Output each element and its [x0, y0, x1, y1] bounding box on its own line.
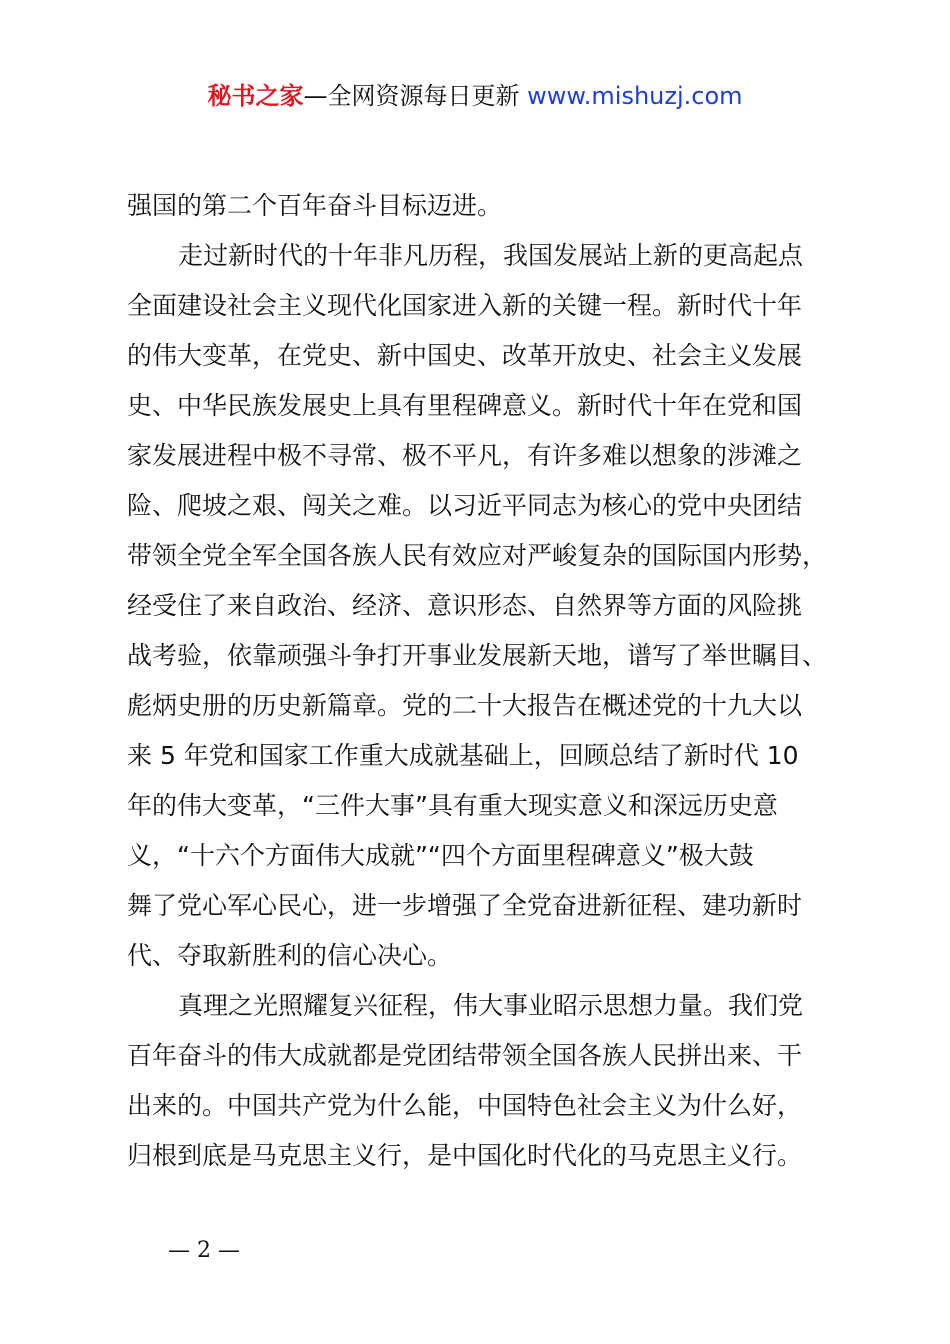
text-line: 出来的。中国共产党为什么能，中国特色社会主义为什么好，: [127, 1091, 803, 1120]
text-line: 的伟大变革，在党史、新中国史、改革开放史、社会主义发展: [127, 341, 803, 370]
text-line: 家发展进程中极不寻常、极不平凡，有许多难以想象的涉滩之: [127, 441, 803, 470]
paragraph: [127, 181, 847, 231]
text-line: 强国的第二个百年奋斗目标迈进。: [127, 191, 503, 220]
text-line: 战考验，依靠顽强斗争打开事业发展新天地，谱写了举世瞩目、: [127, 641, 828, 670]
text-line: 义，“十六个方面伟大成就”“四个方面里程碑意义”极大鼓: [127, 841, 754, 870]
site-slogan: —全网资源每日更新: [303, 82, 520, 110]
text-line: 归根到底是马克思主义行，是中国化时代化的马克思主义行。: [127, 1141, 803, 1170]
text-line: 真理之光照耀复兴征程，伟大事业昭示思想力量。我们党: [178, 991, 804, 1020]
text-line: 走过新时代的十年非凡历程，我国发展站上新的更高起点: [178, 241, 804, 270]
text-line: 来 5 年党和国家工作重大成就基础上，回顾总结了新时代 10: [127, 741, 799, 770]
paragraph: [127, 981, 847, 1181]
text-line: 百年奋斗的伟大成就都是党团结带领全国各族人民拼出来、干: [127, 1041, 803, 1070]
paragraph: [127, 231, 847, 981]
site-brand: 秘书之家: [207, 82, 304, 110]
text-line: 年的伟大变革，“三件大事”具有重大现实意义和深远历史意: [127, 791, 778, 820]
text-line: 险、爬坡之艰、闯关之难。以习近平同志为核心的党中央团结: [127, 491, 803, 520]
site-banner: [0, 80, 950, 112]
text-line: 彪炳史册的历史新篇章。党的二十大报告在概述党的十九大以: [127, 691, 803, 720]
text-line: 带领全党全军全国各族人民有效应对严峻复杂的国际国内形势，: [127, 541, 828, 570]
text-line: 史、中华民族发展史上具有里程碑意义。新时代十年在党和国: [127, 391, 803, 420]
text-line: 代、夺取新胜利的信心决心。: [127, 941, 453, 970]
text-line: 全面建设社会主义现代化国家进入新的关键一程。新时代十年: [127, 291, 803, 320]
text-line: 舞了党心军心民心，进一步增强了全党奋进新征程、建功新时: [127, 891, 803, 920]
text-line: 经受住了来自政治、经济、意识形态、自然界等方面的风险挑: [127, 591, 803, 620]
site-url-link[interactable]: www.mishuzj.com: [519, 82, 743, 110]
page-number: — 2 —: [168, 1238, 240, 1263]
document-body: [127, 181, 847, 1181]
